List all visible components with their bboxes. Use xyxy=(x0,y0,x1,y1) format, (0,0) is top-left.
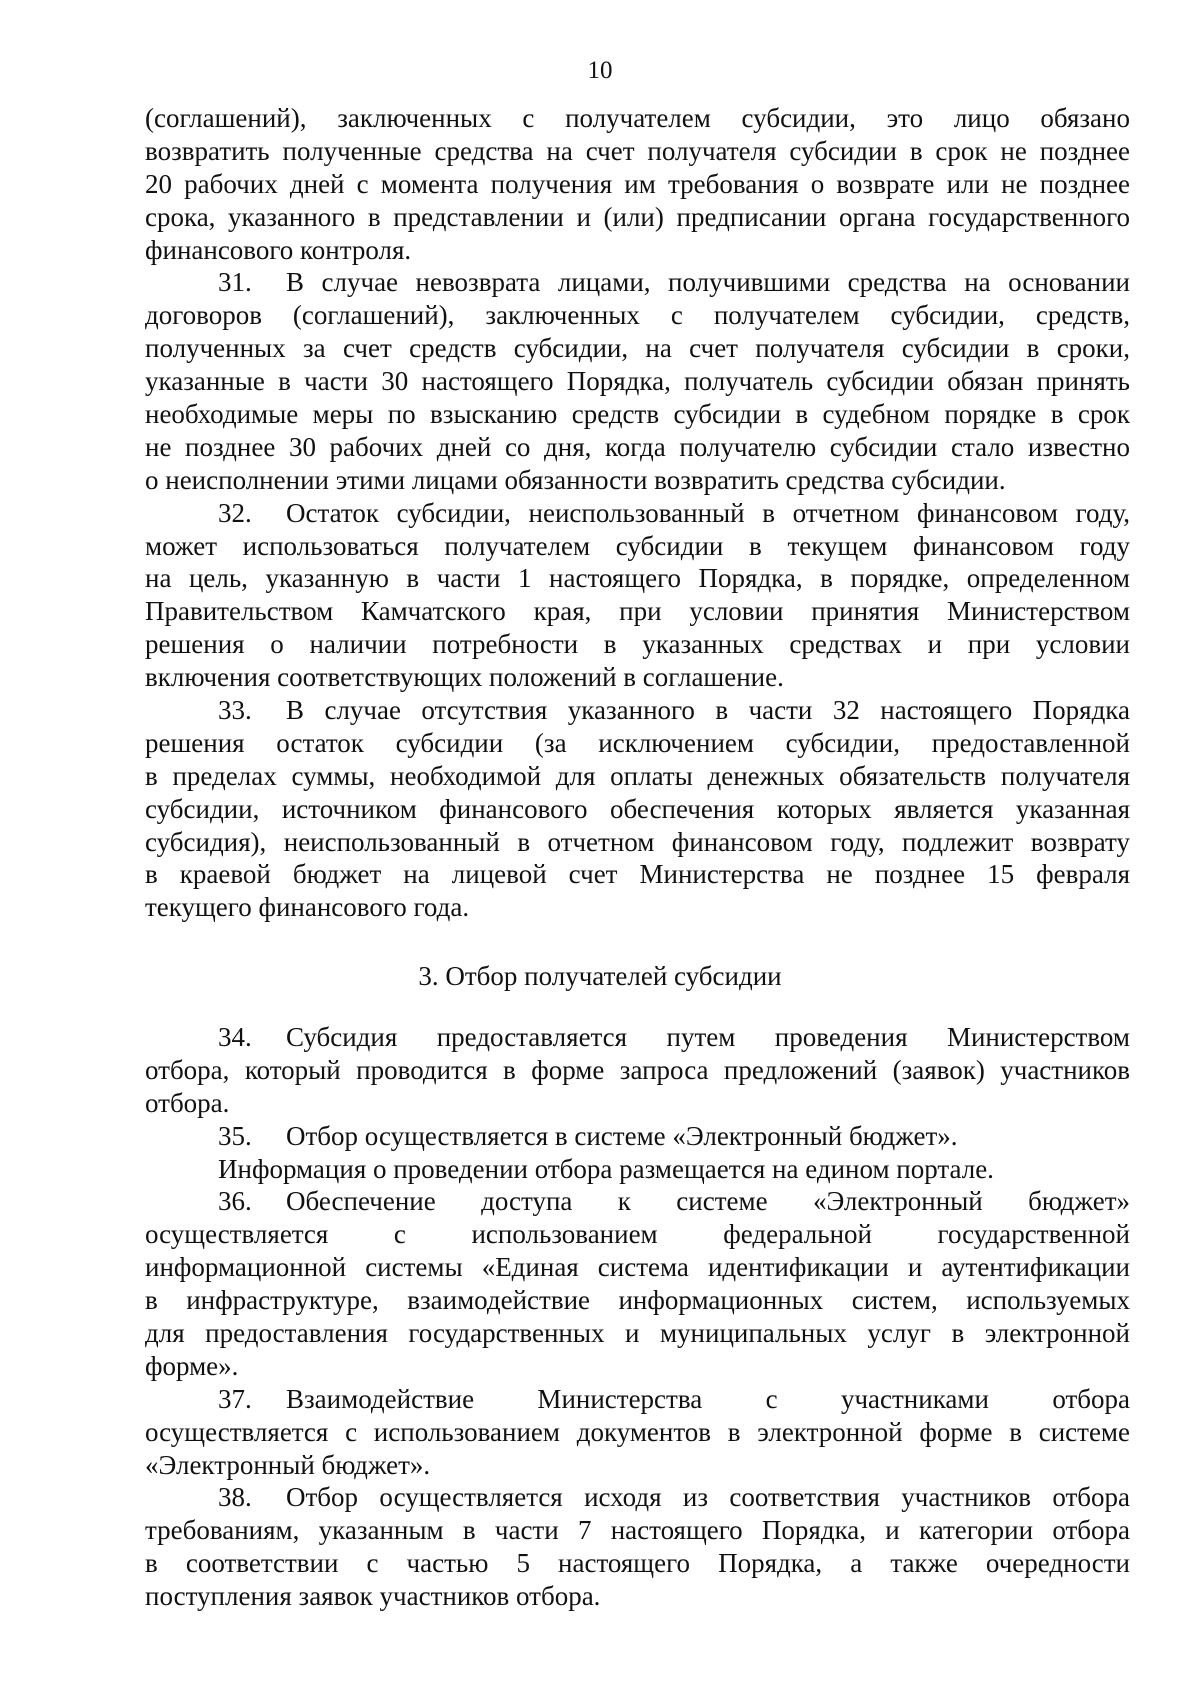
text-line: решения о наличии потребности в указанных средствах и при условии xyxy=(145,629,1130,660)
paragraph-first-line xyxy=(145,694,1130,727)
paragraph-number: 32. xyxy=(218,497,252,528)
text-line: осуществляется с использованием федеральной государственной xyxy=(145,1219,1130,1250)
paragraph-number: 38. xyxy=(218,1482,252,1513)
text-line: на цель, указанную в части 1 настоящего Порядка, в порядке, определенном xyxy=(145,563,1130,594)
text-line: для предоставления государственных и муниципальных услуг в электронной xyxy=(145,1318,1130,1349)
paragraph-text: Субсидия предоставляется путем проведения Министерством xyxy=(286,1022,1130,1052)
text-line: форме». xyxy=(145,1350,239,1381)
text-line: включения соответствующих положений в соглашение. xyxy=(145,662,784,693)
paragraph-text: Отбор осуществляется в системе «Электронный бюджет». xyxy=(286,1120,958,1151)
paragraph-first-line xyxy=(145,1120,1130,1153)
text-line: в пределах суммы, необходимой для оплаты денежных обязательств получателя xyxy=(145,760,1130,791)
paragraph-33 xyxy=(145,694,1130,924)
text-line: полученных за счет средств субсидии, на счет получателя субсидии в сроки, xyxy=(145,333,1130,364)
text-line: отбора. xyxy=(145,1087,230,1118)
paragraph-number: 31. xyxy=(218,267,252,298)
paragraph-text: В случае невозврата лицами, получившими средства на основании xyxy=(286,267,1130,298)
text-line: субсидии, источником финансового обеспечения которых является указанная xyxy=(145,793,1130,824)
paragraph-31 xyxy=(145,266,1130,496)
text-line: может использоваться получателем субсидии в текущем финансовом году xyxy=(145,530,1130,561)
text-line: в инфраструктуре, взаимодействие информационных систем, используемых xyxy=(145,1285,1130,1316)
text-line: поступления заявок участников отбора. xyxy=(145,1581,601,1612)
text-line: «Электронный бюджет». xyxy=(145,1449,431,1480)
text-line: договоров (соглашений), заключенных с получателем субсидии, средств, xyxy=(145,300,1130,331)
paragraph-first-line xyxy=(145,1383,1130,1416)
text-line: возвратить полученные средства на счет получателя субсидии в срок не позднее xyxy=(145,135,1130,166)
paragraph-32 xyxy=(145,497,1130,694)
text-line: в краевой бюджет на лицевой счет Министерства не позднее 15 февраля xyxy=(145,859,1130,890)
text-line: решения остаток субсидии (за исключением субсидии, предоставленной xyxy=(145,727,1130,758)
paragraph-38 xyxy=(145,1481,1130,1613)
section-heading: 3. Отбор получателей субсидии xyxy=(418,961,782,991)
text-line: субсидия), неиспользованный в отчетном финансовом году, подлежит возврату xyxy=(145,826,1130,857)
text-line: о неисполнении этими лицами обязанности возвратить средства субсидии. xyxy=(145,464,1006,495)
page-number: 10 xyxy=(587,57,613,84)
text-line: требованиям, указанным в части 7 настоящего Порядка, и категории отбора xyxy=(145,1515,1130,1546)
text-line: срока, указанного в представлении и (или) предписании органа государственного xyxy=(145,201,1130,232)
text-line: Правительством Камчатского края, при условии принятия Министерством xyxy=(145,596,1130,627)
text-line: 20 рабочих дней с момента получения им требования о возврате или не позднее xyxy=(145,168,1130,199)
paragraph-first-line xyxy=(145,1185,1130,1218)
paragraph-text: Отбор осуществляется исходя из соответствия участников отбора xyxy=(286,1482,1130,1513)
paragraph-number: 36. xyxy=(218,1186,252,1217)
text-line: указанные в части 30 настоящего Порядка, получатель субсидии обязан принять xyxy=(145,366,1130,397)
paragraph-35 xyxy=(145,1120,1130,1186)
paragraph-36 xyxy=(145,1185,1130,1382)
text-line: не позднее 30 рабочих дней со дня, когда получателю субсидии стало известно xyxy=(145,431,1130,462)
paragraph-text: В случае отсутствия указанного в части 32 настоящего Порядка xyxy=(286,695,1130,726)
text-line: информационной системы «Единая система идентификации и аутентификации xyxy=(145,1252,1130,1283)
paragraph-37 xyxy=(145,1383,1130,1482)
paragraph-number: 34. xyxy=(218,1022,252,1052)
paragraph-first-line xyxy=(145,1021,1130,1054)
paragraph-34 xyxy=(145,1021,1130,1120)
paragraph-first-line xyxy=(145,266,1130,299)
text-line: отбора, который проводится в форме запроса предложений (заявок) участников xyxy=(145,1054,1130,1085)
text-line: финансового контроля. xyxy=(145,234,412,265)
text-line: осуществляется с использованием документов в электронной форме в системе xyxy=(145,1416,1130,1447)
paragraph-number: 37. xyxy=(218,1383,252,1414)
text-line: (соглашений), заключенных с получателем субсидии, это лицо обязано xyxy=(145,103,1130,133)
paragraph-first-line xyxy=(145,1481,1130,1514)
paragraph-continuation xyxy=(145,102,1130,266)
text-block-lower xyxy=(145,1021,1130,1613)
paragraph-text: Обеспечение доступа к системе «Электронный бюджет» xyxy=(286,1186,1130,1217)
paragraph-text: Остаток субсидии, неиспользованный в отчетном финансовом году, xyxy=(286,497,1130,528)
paragraph-number: 35. xyxy=(218,1120,252,1151)
paragraph-first-line xyxy=(145,497,1130,530)
text-block-upper xyxy=(145,102,1130,924)
paragraph-number: 33. xyxy=(218,695,252,726)
text-line: текущего финансового года. xyxy=(145,892,470,923)
text-line: необходимые меры по взысканию средств субсидии в судебном порядке в срок xyxy=(145,399,1130,430)
text-line: в соответствии с частью 5 настоящего Порядка, а также очередности xyxy=(145,1548,1130,1579)
text-line: Информация о проведении отбора размещается на едином портале. xyxy=(218,1153,994,1184)
paragraph-text: Взаимодействие Министерства с участниками отбора xyxy=(286,1383,1130,1414)
